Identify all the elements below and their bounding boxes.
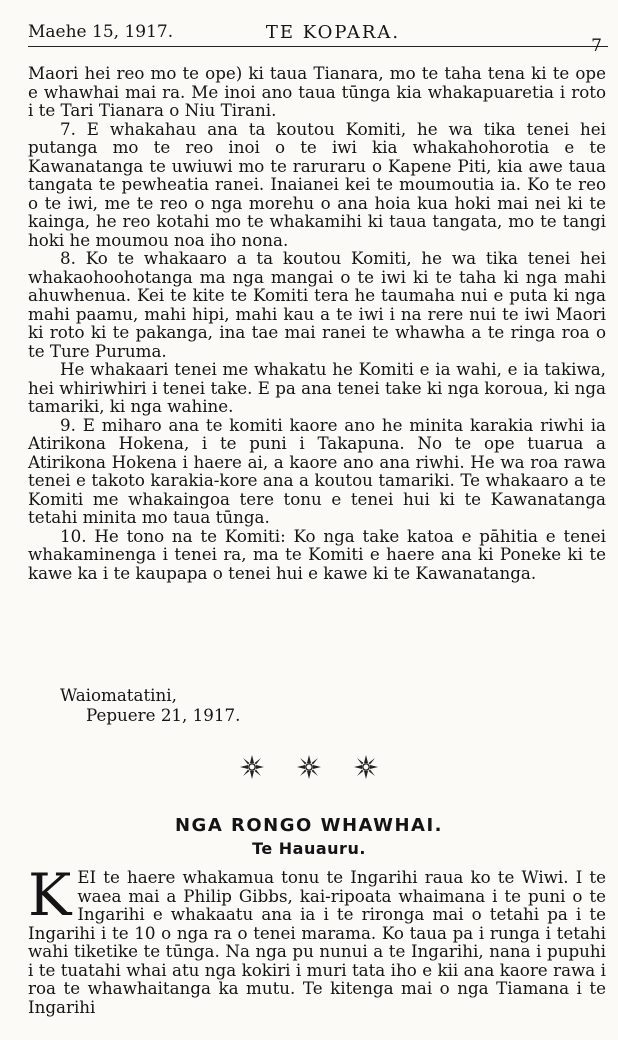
ornament-row	[0, 753, 618, 785]
drop-cap: K	[28, 861, 72, 929]
paragraph-item-7: 7. E whakahau ana ta koutou Komiti, he wa tika tenei hei putanga mo te reo inoi o te iwi kia whakahohorotia e te Kawanatanga te uwiuwi mo te raruraru o Kapene Piti, kia awe taua tangata te pewheatia ranei. Inaianei kei te moumoutia ia. Ko te reo o te iwi, me te reo o nga morehu o ana hoia kua hoki mai nei ki te kainga, he reo kotahi mo te whakamihi ki taua tangata, mo te tangi hoki he moumou noa iho nona.	[28, 118, 606, 250]
article-top	[28, 64, 606, 582]
paragraph-item-9: 9. E miharo ana te komiti kaore ano he minita karakia riwhi ia Atirikona Hokena, i te puni i Takapuna. No te ope tuarua a Atirikona Hokena i haere ai, a kaore ano ana riwhi. He wa roa rawa tenei e takoto karakia-kore ana a koutou tamariki. Te whakaaro a te Komiti me whakaingoa tere tonu e tenei hui ki te Kawanatanga tetahi minita mo taua tūnga.	[28, 414, 606, 527]
flower-icon	[238, 753, 266, 781]
flower-icon	[352, 753, 380, 781]
paragraph-continued: Maori hei reo mo te ope) ki taua Tianara, mo te taha tena ki te ope e whawhai mai ra. Me inoi ano taua tūnga kia whakapuaretia i roto i te Tari Tianara o Niu Tirani.	[28, 63, 606, 120]
flower-icon	[295, 753, 323, 781]
war-news-paragraph: EI te haere whakamua tonu te Ingarihi raua ko te Wiwi. I te waea mai a Philip Gibbs, kai-ripoata whaimana i te puni o te Ingarihi e whakaatu ana ia i te rironga mai o tetahi pa i te Ingarihi i te 10 o nga ra o tenei marama. Ko taua pa i runga i tetahi wahi tiketike te tūnga. Na nga pu nunui a te Ingarihi, nana i pupuhi i te tuatahi whai atu nga kokiri i muri tata iho e kii ana kaore rawa i roa te whawhaitanga ka mutu. Te kitenga mai o nga Tiamana i te Ingarihi	[28, 867, 606, 1017]
header-date: Maehe 15, 1917.	[28, 22, 174, 42]
section-title: NGA RONGO WHAWHAI.	[174, 815, 444, 836]
paragraph-committee-note: He whakaari tenei me whakatu he Komiti e ia wahi, e ia takiwa, hei whiriwhiri i tenei take. E pa ana tenei take ki nga koroua, ki nga tamariki, ki nga wahine.	[28, 359, 606, 416]
signature-place: Waiomatatini,	[60, 685, 177, 705]
page-header	[28, 6, 608, 56]
paragraph-item-8: 8. Ko te whakaaro a ta koutou Komiti, he wa tika tenei hei whakaohoohotanga ma nga mangai o te iwi ki te taha ki nga mahi ahuwhenua. Kei te kite te Komiti tera he taumaha nui e puta ki nga mahi paamu, mahi hipi, mahi kau a te iwi i na rere nui te iwi Maori ki roto ki te pakanga, ina tae mai ranei te whawha a te ringa roa o te Ture Puruma.	[28, 248, 606, 361]
signature-date: Pepuere 21, 1917.	[86, 705, 241, 725]
article-bottom	[28, 861, 606, 1017]
section-subtitle: Te Hauauru.	[252, 839, 366, 858]
page-number: 7	[591, 36, 602, 56]
paragraph-item-10: 10. He tono na te Komiti: Ko nga take katoa e pāhitia e tenei whakaminenga i tenei ra, ma te Komiti e haere ana ki Poneke ki te kawe ka i te kaupapa o tenei hui e kawe ki te Kawanatanga.	[28, 525, 606, 583]
header-title: TE KOPARA.	[265, 22, 401, 43]
